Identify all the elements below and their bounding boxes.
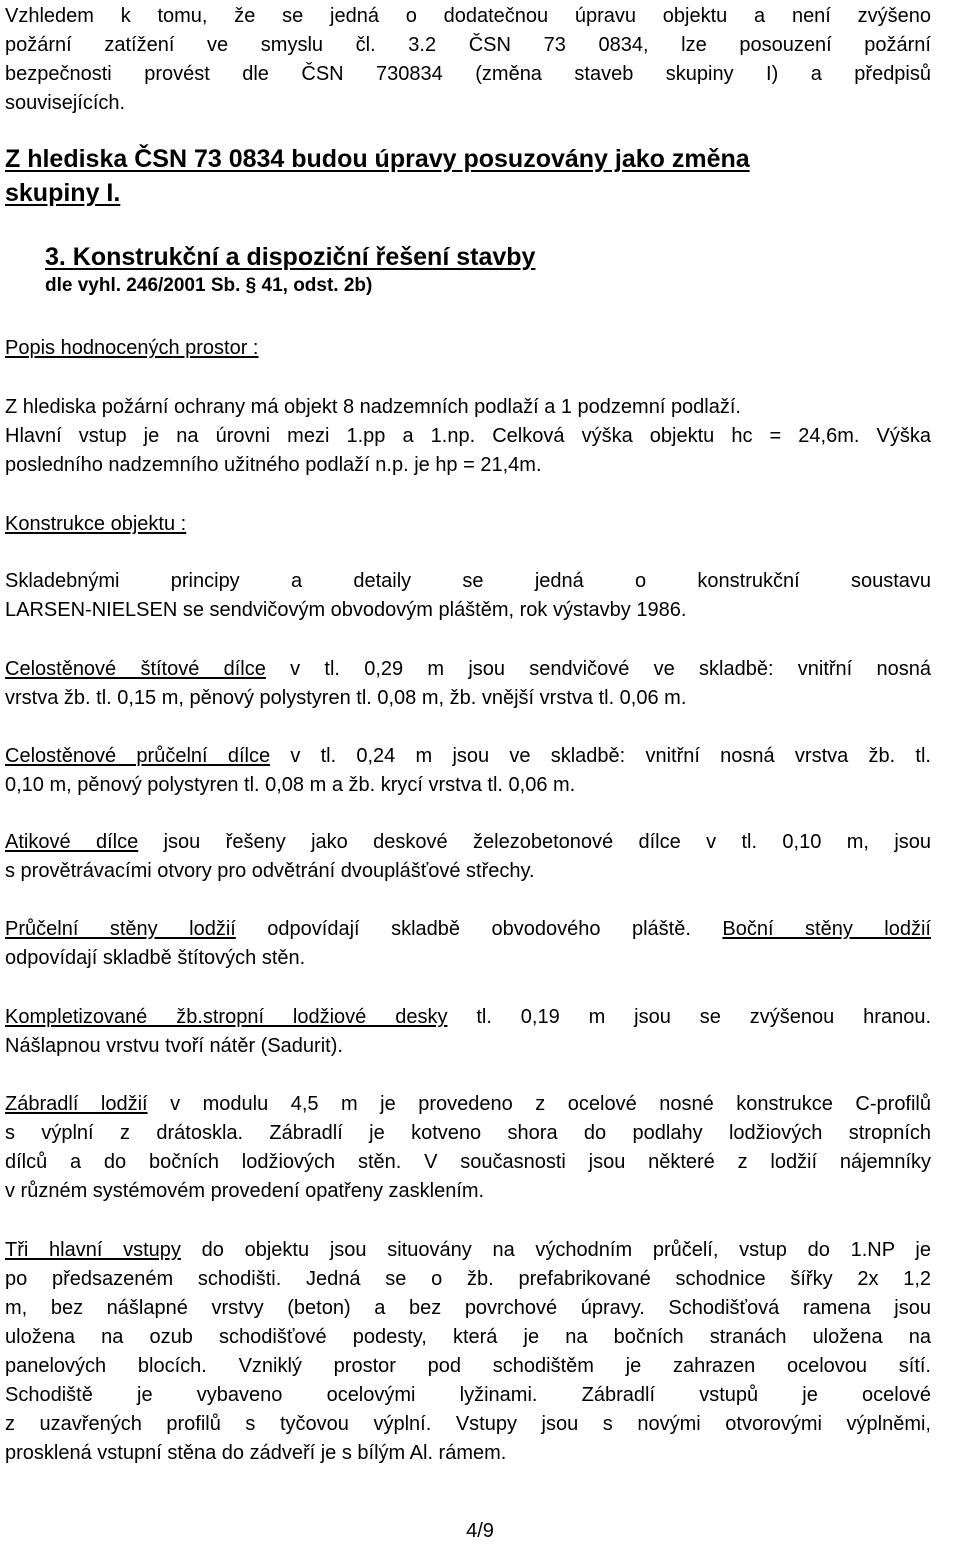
zabradli-paragraph xyxy=(5,1090,931,1206)
konstrukce-p1-line-1: Skladebnými principy a detaily se jedná o konstrukční soustavu xyxy=(5,570,931,592)
stitove-dilce-line-2: vrstva žb. tl. 0,15 m, pěnový polystyren tl. 0,08 m, žb. vnější vrstva tl. 0,06 m. xyxy=(5,687,687,709)
stitove-dilce-term: Celostěnové štítové dílce xyxy=(5,658,266,680)
stropni-desky-line-1 xyxy=(5,1003,931,1032)
lodzie-steny-paragraph xyxy=(5,915,931,973)
atikove-dilce-paragraph xyxy=(5,828,931,886)
lodzie-steny-line-1 xyxy=(5,915,931,944)
popis-heading: Popis hodnocených prostor : xyxy=(5,337,259,359)
stitove-dilce-line-1 xyxy=(5,655,931,684)
bocni-steny-term: Boční stěny lodžií xyxy=(722,918,931,940)
conclusion-heading-line-2: skupiny I. xyxy=(5,179,121,207)
atikove-dilce-text-1: jsou řešeny jako deskové železobetonové dílce v tl. 0,10 m, jsou xyxy=(138,831,932,853)
vstupy-term: Tři hlavní vstupy xyxy=(5,1239,181,1261)
intro-line-1: Vzhledem k tomu, že se jedná o dodatečnou úpravu objektu a není zvýšeno xyxy=(5,5,931,27)
konstrukce-heading-block xyxy=(5,510,931,539)
vstupy-line-6: Schodiště je vybaveno ocelovými lyžinami. Zábradlí vstupů je ocelové xyxy=(5,1384,931,1406)
conclusion-heading-line-1: Z hlediska ČSN 73 0834 budou úpravy posuzovány jako změna xyxy=(5,145,750,173)
vstupy-paragraph xyxy=(5,1236,931,1468)
atikove-dilce-term: Atikové dílce xyxy=(5,831,139,853)
prucelni-dilce-term: Celostěnové průčelní dílce xyxy=(5,745,271,767)
zabradli-text-1: v modulu 4,5 m je provedeno z ocelové nosné konstrukce C-profilů xyxy=(147,1093,932,1115)
prucelni-dilce-paragraph xyxy=(5,742,931,800)
prucelni-steny-term: Průčelní stěny lodžií xyxy=(5,918,236,940)
prucelni-dilce-text-1: v tl. 0,24 m jsou ve skladbě: vnitřní nosná vrstva žb. tl. xyxy=(270,745,931,767)
atikove-dilce-line-2: s provětrávacími otvory pro odvětrání dvouplášťové střechy. xyxy=(5,860,535,882)
vstupy-line-8: prosklená vstupní stěna do zádveří je s bílým Al. rámem. xyxy=(5,1442,507,1464)
vstupy-line-7: z uzavřených profilů s tyčovou výplní. Vstupy jsou s novými otvorovými výplněmi, xyxy=(5,1413,931,1435)
konstrukce-heading: Konstrukce objektu : xyxy=(5,513,187,535)
popis-line-3: posledního nadzemního užitného podlaží n.p. je hp = 21,4m. xyxy=(5,454,542,476)
atikove-dilce-line-1 xyxy=(5,828,931,857)
intro-line-2: požární zatížení ve smyslu čl. 3.2 ČSN 73 0834, lze posouzení požární xyxy=(5,34,931,56)
intro-paragraph xyxy=(5,2,931,118)
popis-line-2: Hlavní vstup je na úrovni mezi 1.pp a 1.np. Celková výška objektu hc = 24,6m. Výška xyxy=(5,425,931,447)
vstupy-text-1: do objektu jsou situovány na východním průčelí, vstup do 1.NP je xyxy=(180,1239,931,1261)
popis-line-1: Z hlediska požární ochrany má objekt 8 nadzemních podlaží a 1 podzemní podlaží. xyxy=(5,396,741,418)
stropni-desky-paragraph xyxy=(5,1003,931,1061)
vstupy-line-5: panelových blocích. Vzniklý prostor pod schodištěm je zahrazen ocelovou sítí. xyxy=(5,1355,931,1377)
stitove-dilce-text-1: v tl. 0,29 m jsou sendvičové ve skladbě: vnitřní nosná xyxy=(265,658,931,680)
prucelni-dilce-line-2: 0,10 m, pěnový polystyren tl. 0,08 m a žb. krycí vrstva tl. 0,06 m. xyxy=(5,774,576,796)
section-heading-block xyxy=(5,241,931,299)
zabradli-term: Zábradlí lodžií xyxy=(5,1093,148,1115)
stropni-desky-text-1: tl. 0,19 m jsou se zvýšenou hranou. xyxy=(447,1006,932,1028)
lodzie-steny-line-2: odpovídají skladbě štítových stěn. xyxy=(5,947,306,969)
lodzie-steny-text: odpovídají skladbě obvodového pláště. xyxy=(235,918,723,940)
zabradli-line-2: s výplní z drátoskla. Zábradlí je kotveno shora do podlahy lodžiových stropních xyxy=(5,1122,931,1144)
section-subheading: dle vyhl. 246/2001 Sb. § 41, odst. 2b) xyxy=(45,275,373,296)
conclusion-heading xyxy=(5,142,931,210)
prucelni-dilce-line-1 xyxy=(5,742,931,771)
page-number: 4/9 xyxy=(466,1520,494,1542)
stropni-desky-line-2: Nášlapnou vrstvu tvoří nátěr (Sadurit). xyxy=(5,1035,343,1057)
vstupy-line-1 xyxy=(5,1236,931,1265)
vstupy-line-2: po předsazeném schodišti. Jedná se o žb. prefabrikované schodnice šířky 2x 1,2 xyxy=(5,1268,931,1290)
intro-line-4: souvisejících. xyxy=(5,92,126,114)
stitove-dilce-paragraph xyxy=(5,655,931,713)
zabradli-line-3: dílců a do bočních lodžiových stěn. V současnosti jsou některé z lodžií nájemníky xyxy=(5,1151,931,1173)
popis-paragraph xyxy=(5,393,931,480)
konstrukce-p1-line-2: LARSEN-NIELSEN se sendvičovým obvodovým pláštěm, rok výstavby 1986. xyxy=(5,599,687,621)
stropni-desky-term: Kompletizované žb.stropní lodžiové desky xyxy=(5,1006,448,1028)
zabradli-line-1 xyxy=(5,1090,931,1119)
section-heading: 3. Konstrukční a dispoziční řešení stavby xyxy=(45,243,536,271)
zabradli-line-4: v různém systémovém provedení opatřeny zasklením. xyxy=(5,1180,485,1202)
intro-line-3: bezpečnosti provést dle ČSN 730834 (změna staveb skupiny I) a předpisů xyxy=(5,63,931,85)
vstupy-line-4: uložena na ozub schodišťové podesty, která je na bočních stranách uložena na xyxy=(5,1326,931,1348)
konstrukce-paragraph-1 xyxy=(5,567,931,625)
vstupy-line-3: m, bez nášlapné vrstvy (beton) a bez povrchové úpravy. Schodišťová ramena jsou xyxy=(5,1297,931,1319)
popis-heading-block xyxy=(5,334,931,363)
